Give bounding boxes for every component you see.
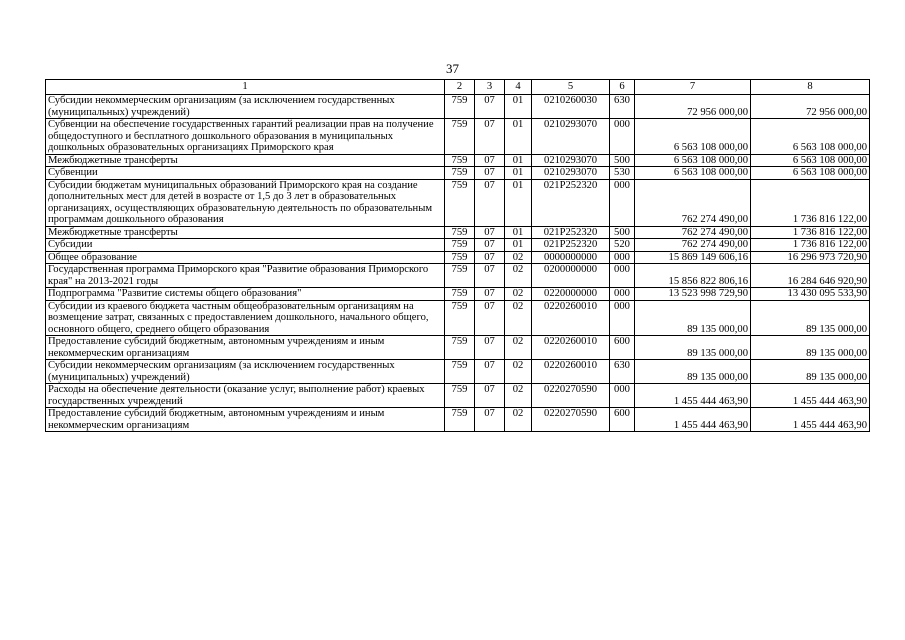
table-header-row — [46, 80, 870, 95]
row-code-cell: 759 — [445, 288, 475, 301]
row-section-cell: 07 — [475, 167, 505, 180]
row-amount-cell: 13 523 998 729,90 — [635, 288, 751, 301]
row-expense-type-cell: 500 — [610, 154, 635, 167]
row-amount-cell: 16 296 973 720,90 — [751, 251, 870, 264]
row-code-cell: 759 — [445, 384, 475, 408]
row-expense-type-cell: 000 — [610, 264, 635, 288]
row-name-cell: Субсидии — [46, 239, 445, 252]
row-expense-type-cell: 000 — [610, 300, 635, 336]
row-target-article-cell: 021P252320 — [532, 226, 610, 239]
row-target-article-cell: 0220260010 — [532, 360, 610, 384]
row-code-cell: 759 — [445, 154, 475, 167]
row-amount-cell: 89 135 000,00 — [635, 336, 751, 360]
table-row — [46, 95, 870, 119]
header-cell: 4 — [505, 80, 532, 95]
row-target-article-cell: 0220000000 — [532, 288, 610, 301]
row-amount-cell: 762 274 490,00 — [635, 239, 751, 252]
row-amount-cell: 89 135 000,00 — [751, 360, 870, 384]
row-code-cell: 759 — [445, 95, 475, 119]
row-subsection-cell: 02 — [505, 264, 532, 288]
row-target-article-cell: 0200000000 — [532, 264, 610, 288]
row-amount-cell: 1 736 816 122,00 — [751, 179, 870, 226]
table-row — [46, 300, 870, 336]
row-section-cell: 07 — [475, 251, 505, 264]
budget-table — [45, 79, 870, 432]
row-expense-type-cell: 000 — [610, 119, 635, 155]
header-cell: 5 — [532, 80, 610, 95]
header-cell: 6 — [610, 80, 635, 95]
table-row — [46, 384, 870, 408]
row-name-cell: Подпрограмма "Развитие системы общего образования" — [46, 288, 445, 301]
row-target-article-cell: 0210293070 — [532, 154, 610, 167]
table-row — [46, 360, 870, 384]
row-section-cell: 07 — [475, 360, 505, 384]
row-subsection-cell: 01 — [505, 226, 532, 239]
row-expense-type-cell: 600 — [610, 408, 635, 432]
header-cell: 8 — [751, 80, 870, 95]
row-subsection-cell: 01 — [505, 95, 532, 119]
row-amount-cell: 89 135 000,00 — [751, 300, 870, 336]
row-subsection-cell: 01 — [505, 167, 532, 180]
row-amount-cell: 89 135 000,00 — [635, 300, 751, 336]
row-section-cell: 07 — [475, 154, 505, 167]
row-amount-cell: 16 284 646 920,90 — [751, 264, 870, 288]
row-section-cell: 07 — [475, 95, 505, 119]
row-expense-type-cell: 000 — [610, 179, 635, 226]
row-amount-cell: 6 563 108 000,00 — [751, 154, 870, 167]
row-amount-cell: 1 455 444 463,90 — [751, 408, 870, 432]
row-amount-cell: 1 455 444 463,90 — [635, 408, 751, 432]
row-section-cell: 07 — [475, 226, 505, 239]
row-target-article-cell: 0210293070 — [532, 167, 610, 180]
row-amount-cell: 1 455 444 463,90 — [635, 384, 751, 408]
row-subsection-cell: 02 — [505, 251, 532, 264]
row-section-cell: 07 — [475, 288, 505, 301]
row-subsection-cell: 01 — [505, 119, 532, 155]
row-target-article-cell: 0220270590 — [532, 408, 610, 432]
row-name-cell: Субвенции — [46, 167, 445, 180]
row-code-cell: 759 — [445, 336, 475, 360]
row-subsection-cell: 01 — [505, 154, 532, 167]
row-expense-type-cell: 500 — [610, 226, 635, 239]
row-expense-type-cell: 000 — [610, 384, 635, 408]
row-expense-type-cell: 000 — [610, 288, 635, 301]
header-cell: 1 — [46, 80, 445, 95]
row-subsection-cell: 01 — [505, 239, 532, 252]
header-cell: 3 — [475, 80, 505, 95]
row-section-cell: 07 — [475, 300, 505, 336]
row-subsection-cell: 02 — [505, 360, 532, 384]
row-code-cell: 759 — [445, 226, 475, 239]
row-subsection-cell: 02 — [505, 288, 532, 301]
table-row — [46, 167, 870, 180]
row-target-article-cell: 0220270590 — [532, 384, 610, 408]
row-target-article-cell: 0220260010 — [532, 336, 610, 360]
row-code-cell: 759 — [445, 264, 475, 288]
row-subsection-cell: 02 — [505, 300, 532, 336]
row-expense-type-cell: 630 — [610, 95, 635, 119]
table-row — [46, 264, 870, 288]
row-code-cell: 759 — [445, 300, 475, 336]
row-amount-cell: 6 563 108 000,00 — [635, 154, 751, 167]
row-amount-cell: 89 135 000,00 — [751, 336, 870, 360]
row-subsection-cell: 02 — [505, 408, 532, 432]
row-name-cell: Государственная программа Приморского края "Развитие образования Приморского края" на 2013-2021 годы — [46, 264, 445, 288]
row-amount-cell: 13 430 095 533,90 — [751, 288, 870, 301]
row-section-cell: 07 — [475, 119, 505, 155]
row-target-article-cell: 021P252320 — [532, 239, 610, 252]
row-amount-cell: 15 869 149 606,16 — [635, 251, 751, 264]
row-section-cell: 07 — [475, 336, 505, 360]
page-number: 37 — [446, 61, 459, 76]
row-amount-cell: 6 563 108 000,00 — [635, 119, 751, 155]
row-name-cell: Субвенции на обеспечение государственных гарантий реализации прав на получение общедоступного и бесплатного дошкольного образования в муниципальных дошкольных образовательных организациях Приморского края — [46, 119, 445, 155]
row-expense-type-cell: 600 — [610, 336, 635, 360]
row-section-cell: 07 — [475, 239, 505, 252]
row-subsection-cell: 02 — [505, 384, 532, 408]
row-name-cell: Субсидии из краевого бюджета частным общеобразовательным организациям на возмещение затрат, связанных с предоставлением дошкольного, начального общего, основного общего, среднего общего образования — [46, 300, 445, 336]
row-target-article-cell: 0210260030 — [532, 95, 610, 119]
row-target-article-cell: 0220260010 — [532, 300, 610, 336]
row-code-cell: 759 — [445, 167, 475, 180]
row-code-cell: 759 — [445, 179, 475, 226]
header-cell: 7 — [635, 80, 751, 95]
row-code-cell: 759 — [445, 251, 475, 264]
table-row — [46, 239, 870, 252]
row-name-cell: Межбюджетные трансферты — [46, 154, 445, 167]
row-amount-cell: 72 956 000,00 — [751, 95, 870, 119]
row-section-cell: 07 — [475, 179, 505, 226]
row-expense-type-cell: 530 — [610, 167, 635, 180]
row-name-cell: Межбюджетные трансферты — [46, 226, 445, 239]
row-code-cell: 759 — [445, 239, 475, 252]
row-name-cell: Предоставление субсидий бюджетным, автономным учреждениям и иным некоммерческим организациям — [46, 408, 445, 432]
table-row — [46, 226, 870, 239]
row-name-cell: Субсидии некоммерческим организациям (за исключением государственных (муниципальных) учреждений) — [46, 360, 445, 384]
row-name-cell: Общее образование — [46, 251, 445, 264]
table-row — [46, 288, 870, 301]
row-section-cell: 07 — [475, 408, 505, 432]
row-target-article-cell: 0210293070 — [532, 119, 610, 155]
table-row — [46, 179, 870, 226]
table-row — [46, 154, 870, 167]
row-amount-cell: 1 455 444 463,90 — [751, 384, 870, 408]
row-section-cell: 07 — [475, 384, 505, 408]
row-code-cell: 759 — [445, 360, 475, 384]
row-expense-type-cell: 630 — [610, 360, 635, 384]
row-name-cell: Субсидии бюджетам муниципальных образований Приморского края на создание дополнительных мест для детей в возрасте от 1,5 до 3 лет в образовательных организациях, осуществляющих образовательную деятельность по образовательным программам дошкольного образования — [46, 179, 445, 226]
row-amount-cell: 762 274 490,00 — [635, 179, 751, 226]
row-subsection-cell: 02 — [505, 336, 532, 360]
row-amount-cell: 1 736 816 122,00 — [751, 239, 870, 252]
row-expense-type-cell: 520 — [610, 239, 635, 252]
table-row — [46, 336, 870, 360]
row-amount-cell: 6 563 108 000,00 — [751, 119, 870, 155]
row-amount-cell: 1 736 816 122,00 — [751, 226, 870, 239]
row-name-cell: Предоставление субсидий бюджетным, автономным учреждениям и иным некоммерческим организациям — [46, 336, 445, 360]
row-code-cell: 759 — [445, 408, 475, 432]
table-row — [46, 251, 870, 264]
row-subsection-cell: 01 — [505, 179, 532, 226]
row-amount-cell: 6 563 108 000,00 — [635, 167, 751, 180]
row-target-article-cell: 0000000000 — [532, 251, 610, 264]
table-row — [46, 408, 870, 432]
row-section-cell: 07 — [475, 264, 505, 288]
row-name-cell: Расходы на обеспечение деятельности (оказание услуг, выполнение работ) краевых государственных учреждений — [46, 384, 445, 408]
row-name-cell: Субсидии некоммерческим организациям (за исключением государственных (муниципальных) учреждений) — [46, 95, 445, 119]
row-amount-cell: 89 135 000,00 — [635, 360, 751, 384]
row-target-article-cell: 021P252320 — [532, 179, 610, 226]
header-cell: 2 — [445, 80, 475, 95]
row-amount-cell: 15 856 822 806,16 — [635, 264, 751, 288]
row-expense-type-cell: 000 — [610, 251, 635, 264]
row-amount-cell: 72 956 000,00 — [635, 95, 751, 119]
row-amount-cell: 6 563 108 000,00 — [751, 167, 870, 180]
row-amount-cell: 762 274 490,00 — [635, 226, 751, 239]
table-row — [46, 119, 870, 155]
row-code-cell: 759 — [445, 119, 475, 155]
